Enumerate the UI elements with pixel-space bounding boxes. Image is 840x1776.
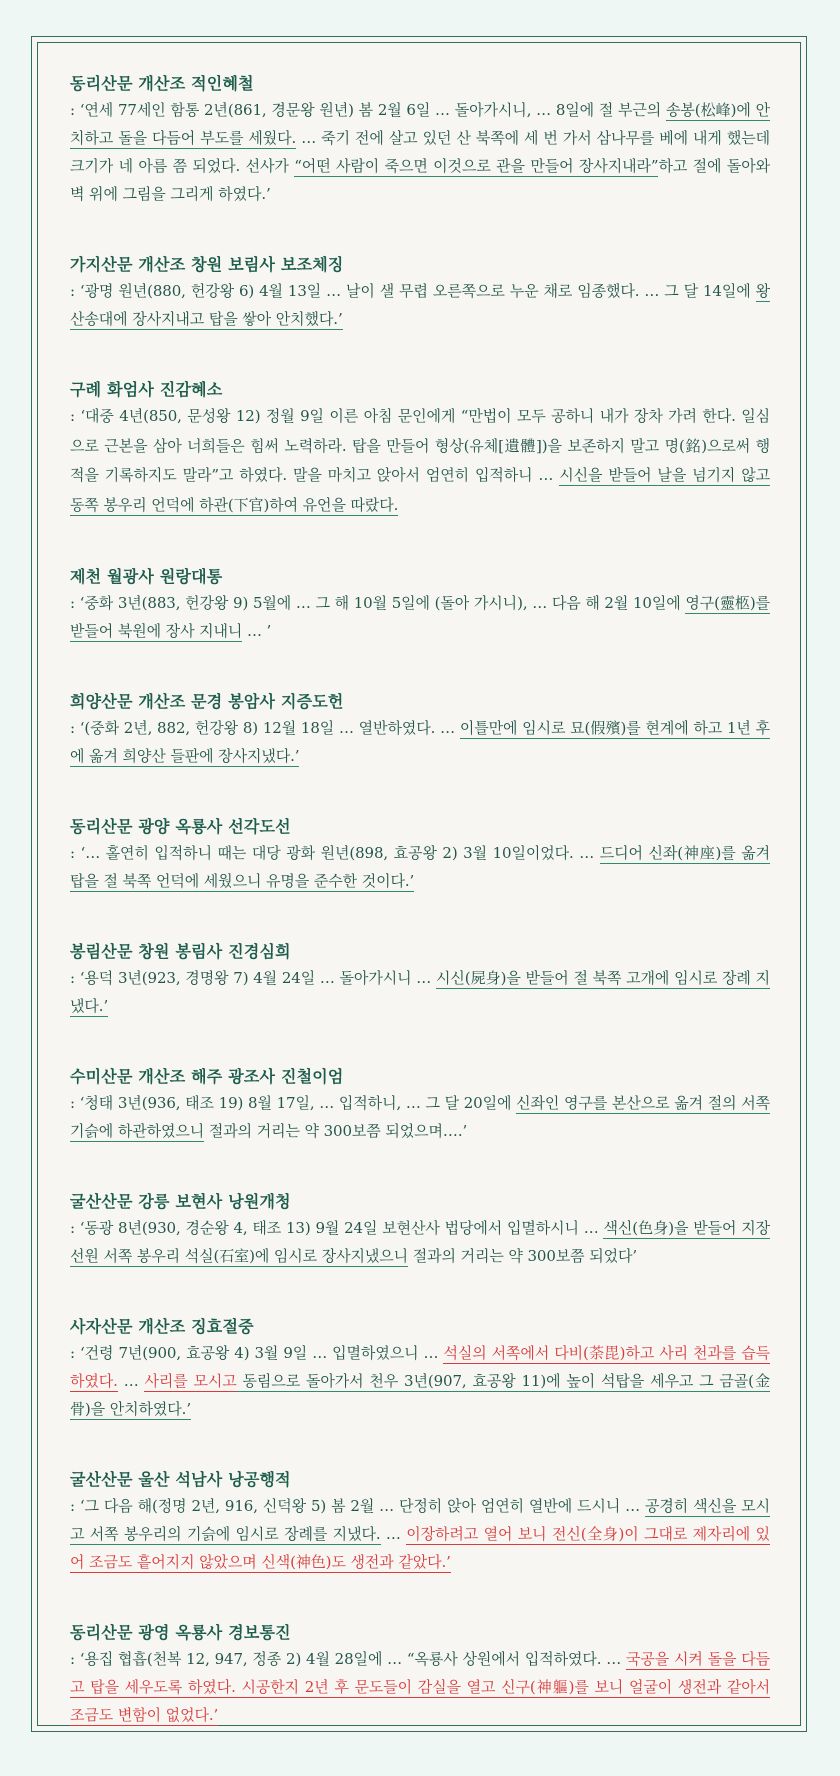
entry-title: 굴산산문 강릉 보현사 낭원개청 — [70, 1192, 291, 1211]
entry-quote — [70, 1339, 770, 1423]
entry-quote — [70, 277, 770, 333]
underlined-passage: 영구(靈柩)를 받들어 북원에 장사 지내니 — [70, 594, 770, 640]
record-entry — [70, 377, 770, 520]
quote-text: … — [380, 1525, 407, 1543]
underlined-passage: “어떤 사람이 죽으면 이것으로 관을 만들어 장사지내라” — [294, 157, 659, 175]
quote-text: … — [117, 1372, 145, 1390]
entry-quote — [70, 714, 770, 770]
entry-title: 굴산산문 울산 석남사 낭공행적 — [70, 1470, 291, 1489]
outer-border-frame — [31, 36, 807, 1732]
underlined-passage: 왕산송대에 장사지내고 탑을 쌓아 안치했다.’ — [70, 282, 770, 328]
underlined-passage: 색신(色身)을 받들어 지장선원 서쪽 봉우리 석실(石室)에 임시로 장사지냈으니 — [70, 1219, 770, 1265]
highlighted-passage: 국공을 시켜 돌을 다듬고 탑을 세우도록 하였다. 시공한지 2년 후 문도들이 감실을 열고 신구(神軀)를 보니 얼굴이 생전과 같아서 조금도 변함이 없었다.’ — [70, 1650, 770, 1724]
record-entry — [70, 564, 770, 645]
quote-text: : ‘그 다음 해(정명 2년, 916, 신덕왕 5) 봄 2월 … 단정히 앉아 엄연히 열반에 드시니 … — [70, 1497, 645, 1515]
entry-title: 희양산문 개산조 문경 봉암사 지증도헌 — [70, 692, 344, 711]
underlined-passage: 동림으로 돌아가서 천우 3년(907, 효공왕 11)에 높이 석탑을 세우고 그 금골(金骨)을 안치하였다.’ — [70, 1372, 770, 1418]
quote-text: : ‘광명 원년(880, 헌강왕 6) 4월 13일 … 날이 샐 무렵 오른쪽으로 누운 채로 임종했다. … 그 달 14일에 — [70, 282, 756, 300]
entry-quote — [70, 1089, 770, 1145]
quote-text: : ‘용덕 3년(923, 경명왕 7) 4월 24일 … 돌아가시니 … — [70, 969, 436, 987]
entry-quote — [70, 589, 770, 645]
entry-title: 구례 화엄사 진감혜소 — [70, 380, 223, 399]
entry-title: 동리산문 광영 옥룡사 경보통진 — [70, 1623, 291, 1642]
document-body — [70, 71, 770, 1773]
entry-title: 제천 월광사 원랑대통 — [70, 567, 223, 586]
underlined-passage: 드디어 신좌(神座)를 옮겨 탑을 절 북쪽 언덕에 세웠으니 유명을 준수한 것이다.’ — [70, 844, 770, 890]
record-entry — [70, 1064, 770, 1145]
highlighted-passage: 석실의 서쪽에서 다비(荼毘)하고 사리 천과를 습득하였다. — [70, 1344, 771, 1390]
entry-title: 수미산문 개산조 해주 광조사 진철이엄 — [70, 1067, 344, 1086]
highlighted-passage: 이장하려고 열어 보니 전신(全身)이 그대로 제자리에 있어 조금도 흩어지지 않았으며 신색(神色)도 생전과 같았다.’ — [70, 1525, 770, 1571]
entry-title: 동리산문 광양 옥룡사 선각도선 — [70, 817, 291, 836]
underlined-passage: 신좌인 영구를 본산으로 옮겨 절의 서쪽 기슭에 하관하였으니 — [70, 1094, 770, 1140]
underlined-passage: 시신을 받들어 날을 넘기지 않고 동쪽 봉우리 언덕에 하관(下官)하여 유언을 따랐다. — [70, 466, 770, 514]
entry-title: 사자산문 개산조 징효절중 — [70, 1317, 254, 1336]
entry-quote — [70, 1645, 770, 1729]
quote-text: : ‘건령 7년(900, 효공왕 4) 3월 9일 … 입멸하였으니 … — [70, 1344, 444, 1362]
highlighted-passage: 사리를 모시고 — [144, 1372, 237, 1390]
quote-text: : ‘용집 협흡(천복 12, 947, 정종 2) 4월 28일에 … “옥룡사 상원에서 입적하였다. … — [70, 1650, 627, 1668]
entry-title: 동리산문 개산조 적인혜철 — [70, 74, 254, 93]
underlined-passage: 공경히 색신을 모시고 서쪽 봉우리의 기슭에 임시로 장례를 지냈다. — [70, 1497, 770, 1543]
record-entry — [70, 1314, 770, 1423]
quote-text: : ‘(중화 2년, 882, 헌강왕 8) 12월 18일 … 열반하였다. … — [70, 719, 460, 737]
underlined-passage: 송봉(松峰)에 안치하고 돌을 다듬어 부도를 세웠다. — [70, 101, 770, 147]
quote-text: : ‘중화 3년(883, 헌강왕 9) 5월에 … 그 해 10월 5일에 (돌아 가시니), … 다음 해 2월 10일에 — [70, 594, 686, 612]
underlined-passage: 이틀만에 임시로 묘(假殯)를 현계에 하고 1년 후에 옮겨 희양산 들판에 장사지냈다.’ — [70, 719, 771, 765]
quote-text: : ‘… 홀연히 입적하니 때는 대당 광화 원년(898, 효공왕 2) 3월 10일이었다. … — [70, 844, 600, 862]
quote-text: … ’ — [242, 622, 272, 640]
quote-text: : ‘동광 8년(930, 경순왕 4, 태조 13) 9월 24일 보현산사 법당에서 입멸하시니 … — [70, 1219, 604, 1237]
entry-quote — [70, 1492, 770, 1576]
record-entry — [70, 1189, 770, 1270]
record-entry — [70, 939, 770, 1020]
record-entry — [70, 814, 770, 895]
quote-text: : ‘대중 4년(850, 문성왕 12) 정월 9일 이른 아침 문인에게 “만법이 모두 공하니 내가 장차 가려 한다. 일심으로 근본을 삼아 너희들은 힘써 노력하라. 탑을 만들어 형상(유체[遺體])을 보존하지 말고 명(銘)으로써 행적을 기록하지도 말라”고 하였다. 말을 마치고 앉아서 엄연히 입적하니 … — [70, 407, 770, 484]
record-entry — [70, 71, 770, 208]
entry-quote — [70, 1214, 770, 1270]
entry-quote — [70, 964, 770, 1020]
entry-quote — [70, 96, 770, 208]
entry-quote — [70, 402, 770, 520]
record-entry — [70, 689, 770, 770]
quote-text: … 죽기 전에 살고 있던 산 북쪽에 세 번 가서 삼나무를 베에 내게 했는데 크기가 네 아름 쯤 되었다. 선사가 — [70, 129, 770, 175]
record-entry — [70, 1467, 770, 1576]
entry-quote — [70, 839, 770, 895]
record-entry — [70, 1620, 770, 1729]
quote-text: 절과의 거리는 약 300보쯤 되었으며….’ — [204, 1122, 468, 1140]
underlined-passage: 시신(屍身)을 받들어 절 북쪽 고개에 임시로 장례 지냈다.’ — [70, 969, 770, 1015]
entry-title: 가지산문 개산조 창원 보림사 보조체징 — [70, 255, 344, 274]
quote-text: : ‘청태 3년(936, 태조 19) 8월 17일, … 입적하니, … 그 달 20일에 — [70, 1094, 517, 1112]
record-entry — [70, 252, 770, 333]
quote-text: 절과의 거리는 약 300보쯤 되었다’ — [408, 1247, 638, 1265]
quote-text: : ‘연세 77세인 함통 2년(861, 경문왕 원년) 봄 2월 6일 … 돌아가시니, … 8일에 절 부근의 — [70, 101, 666, 119]
quote-text: 하고 절에 돌아와 벽 위에 그림을 그리게 하였다.’ — [70, 157, 770, 203]
entry-title: 봉림산문 창원 봉림사 진경심희 — [70, 942, 291, 961]
